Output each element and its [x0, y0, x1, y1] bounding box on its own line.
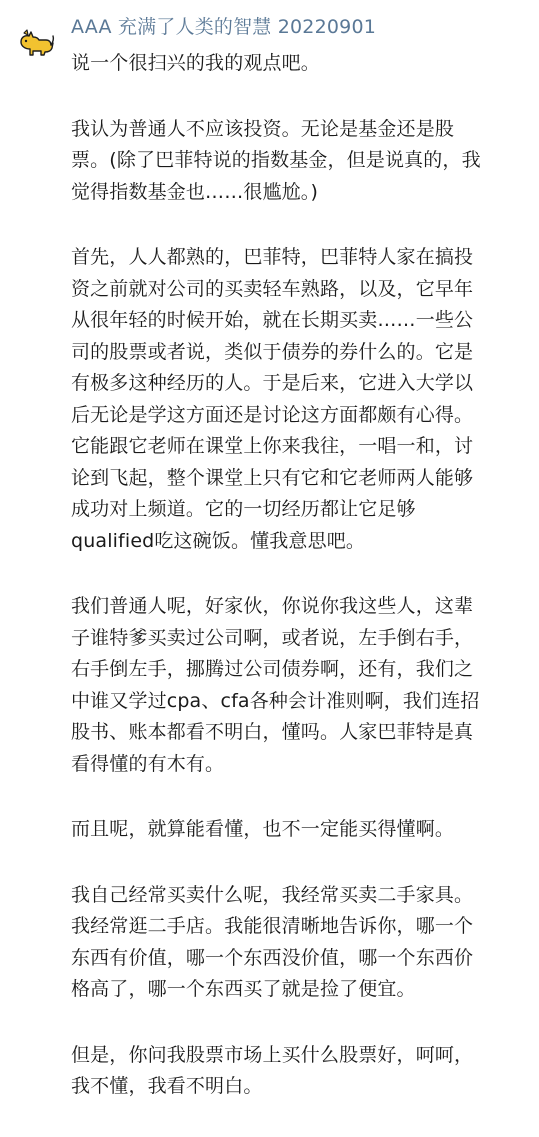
text-line: 东西有价值，哪一个东西没价值，哪一个东西价 — [71, 946, 474, 969]
paragraph — [71, 591, 521, 780]
text-line: 觉得指数基金也……很尴尬。) — [71, 180, 319, 203]
text-line: 我们普通人呢，好家伙，你说你我这些人，这辈 — [71, 595, 474, 617]
text-line: 有极多这种经历的人。于是后来，它进入大学以 — [71, 372, 474, 394]
text-line: 我不懂，我看不明白。 — [71, 1075, 263, 1097]
text-line: qualified吃这碗饭。懂我意思吧。 — [71, 529, 366, 552]
text-line: 但是，你问我股票市场上买什么股票好，呵呵， — [71, 1043, 474, 1066]
text-line: 成功对上频道。它的一切经历都让它足够 — [71, 498, 416, 520]
text-line: 看得懂的有木有。 — [71, 752, 225, 775]
text-line: 子谁特爹买卖过公司啊，或者说，左手倒右手， — [71, 626, 474, 649]
text-line: 格高了，哪一个东西买了就是捡了便宜。 — [71, 978, 416, 1000]
text-line: 后无论是学这方面还是讨论这方面都颇有心得。 — [71, 403, 474, 426]
text-line: 首先，人人都熟的，巴菲特，巴菲特人家在搞投 — [71, 246, 474, 268]
paragraph — [71, 814, 521, 846]
text-line: 资之前就对公司的买卖轻车熟路，以及，它早年 — [71, 277, 474, 300]
text-line: 股书、账本都看不明白，懂吗。人家巴菲特是真 — [71, 721, 474, 743]
text-line: 我经常逛二手店。我能很清晰地告诉你，哪一个 — [71, 915, 474, 937]
text-line: 票。(除了巴菲特说的指数基金，但是说真的，我 — [71, 149, 481, 171]
text-line: 而且呢，就算能看懂，也不一定能买得懂啊。 — [71, 818, 455, 840]
text-line: 我自己经常买卖什么呢，我经常买卖二手家具。 — [71, 883, 474, 906]
text-line: 右手倒左手，挪腾过公司债券啊，还有，我们之 — [71, 658, 474, 680]
paragraph — [71, 48, 521, 80]
avatar[interactable] — [16, 20, 56, 60]
text-line: 司的股票或者说，类似于债券的券什么的。它是 — [71, 340, 474, 363]
cat-avatar-icon — [16, 20, 56, 60]
message-body — [71, 48, 521, 1137]
text-line: 中谁又学过cpa、cfa各种会计准则啊，我们连招 — [71, 689, 480, 712]
paragraph — [71, 1040, 521, 1103]
text-line: 论到飞起，整个课堂上只有它和它老师两人能够 — [71, 466, 474, 489]
text-line: 说一个很扫兴的我的观点吧。 — [71, 52, 320, 74]
paragraph — [71, 114, 521, 209]
author-name[interactable]: AAA 充满了人类的智慧 20220901 — [71, 16, 377, 38]
paragraph — [71, 242, 521, 557]
text-line: 它能跟它老师在课堂上你来我往，一唱一和，讨 — [71, 435, 474, 457]
paragraph — [71, 880, 521, 1006]
text-line: 从很年轻的时候开始，就在长期买卖……一些公 — [71, 309, 474, 331]
text-line: 我认为普通人不应该投资。无论是基金还是股 — [71, 117, 455, 140]
